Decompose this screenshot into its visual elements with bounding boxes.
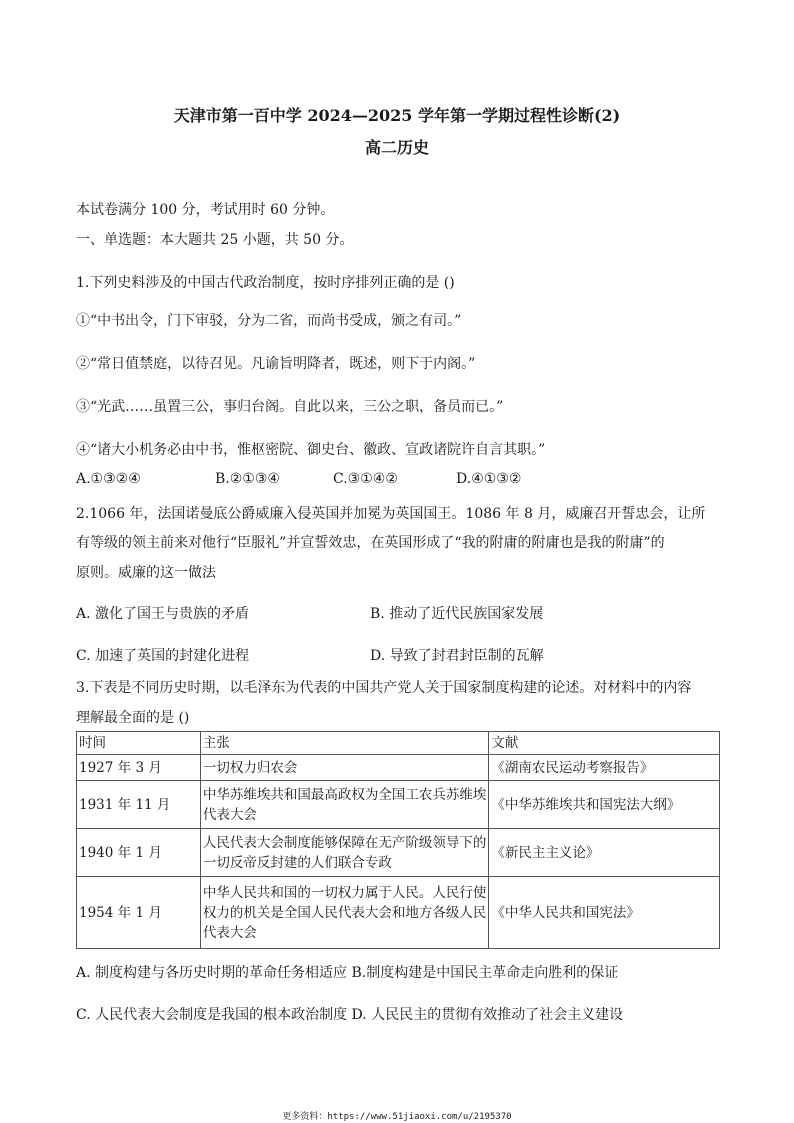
table-cell: 1940 年 1 月 — [77, 829, 201, 877]
q2-option-c: C. 加速了英国的封建化进程 — [76, 648, 250, 664]
q1-source-4: ④“诸大小机务必由中书，惟枢密院、御史台、徽政、宣政诸院许自言其职。” — [76, 442, 546, 458]
exam-subject: 高二历史 — [364, 138, 429, 157]
q3-options-line2: C. 人民代表大会制度是我国的根本政治制度 D. 人民民主的贯彻有效推动了社会主义建设 — [76, 1007, 624, 1023]
q2-option-b: B. 推动了近代民族国家发展 — [370, 606, 544, 622]
q1-source-3: ③“光武……虽置三公，事归台阁。自此以来，三公之职，备员而已。” — [76, 399, 504, 415]
q2-stem-line3: 原则。威廉的这一做法 — [76, 565, 216, 581]
q1-source-1: ①“中书出令，门下审驳，分为二省，而尚书受成，颁之有司。” — [76, 313, 462, 329]
table-row — [77, 755, 720, 781]
table-cell: 《新民主主义论》 — [489, 829, 720, 877]
q1-source-2: ②“常日值禁庭，以待召见。凡谕旨明降者，既述，则下于内阁。” — [76, 356, 476, 372]
q3-stem-line1: 3.下表是不同历史时期，以毛泽东为代表的中国共产党人关于国家制度构建的论述。对材料中的内容 — [76, 680, 692, 696]
q3-stem-line2: 理解最全面的是 () — [76, 710, 190, 726]
table-header-cell: 文献 — [489, 732, 720, 755]
table-cell: 中华人民共和国的一切权力属于人民。人民行使权力的机关是全国人民代表大会和地方各级人民代表大会 — [200, 877, 489, 949]
q3-options-line1: A. 制度构建与各历史时期的革命任务相适应 B.制度构建是中国民主革命走向胜利的保证 — [76, 965, 619, 981]
q1-option-b: B.②①③④ — [215, 471, 280, 487]
section-heading: 一、单选题：本大题共 25 小题，共 50 分。 — [76, 232, 354, 248]
table-row — [77, 877, 720, 949]
q1-option-a: A.①③②④ — [76, 471, 141, 487]
table-cell: 1954 年 1 月 — [77, 877, 201, 949]
table-cell: 1927 年 3 月 — [77, 755, 201, 781]
q2-stem-line1: 2.1066 年，法国诺曼底公爵威廉入侵英国并加冕为英国国王。1086 年 8 月，威廉召开誓忠会，让所 — [76, 506, 706, 522]
table-row — [77, 781, 720, 829]
exam-title: 天津市第一百中学 2024—2025 学年第一学期过程性诊断(2) — [173, 106, 621, 125]
q1-option-c: C.③①④② — [333, 471, 398, 487]
table-cell: 中华苏维埃共和国最高政权为全国工农兵苏维埃代表大会 — [200, 781, 489, 829]
table-cell: 《中华人民共和国宪法》 — [489, 877, 720, 949]
table-cell: 《中华苏维埃共和国宪法大纲》 — [489, 781, 720, 829]
q1-stem: 1.下列史料涉及的中国古代政治制度，按时序排列正确的是 () — [76, 275, 455, 291]
table-header-row — [77, 732, 720, 755]
q3-table — [76, 731, 720, 949]
table-header-cell: 主张 — [200, 732, 489, 755]
table-row — [77, 829, 720, 877]
q2-stem-line2: 有等级的领主前来对他行“臣服礼”并宣誓效忠，在英国形成了“我的附庸的附庸也是我的附庸”的 — [76, 535, 665, 551]
q2-option-a: A. 激化了国王与贵族的矛盾 — [76, 606, 250, 622]
table-header-cell: 时间 — [77, 732, 201, 755]
table-cell: 1931 年 11 月 — [77, 781, 201, 829]
q2-option-d: D. 导致了封君封臣制的瓦解 — [370, 648, 544, 664]
exam-instructions: 本试卷满分 100 分，考试用时 60 分钟。 — [76, 202, 335, 218]
footer-resource-link: 更多资料：https://www.51jiaoxi.com/u/2195370 — [282, 1112, 512, 1122]
table-cell: 一切权力归农会 — [200, 755, 489, 781]
q1-option-d: D.④①③② — [456, 471, 522, 487]
table-cell: 《湖南农民运动考察报告》 — [489, 755, 720, 781]
table-cell: 人民代表大会制度能够保障在无产阶级领导下的一切反帝反封建的人们联合专政 — [200, 829, 489, 877]
